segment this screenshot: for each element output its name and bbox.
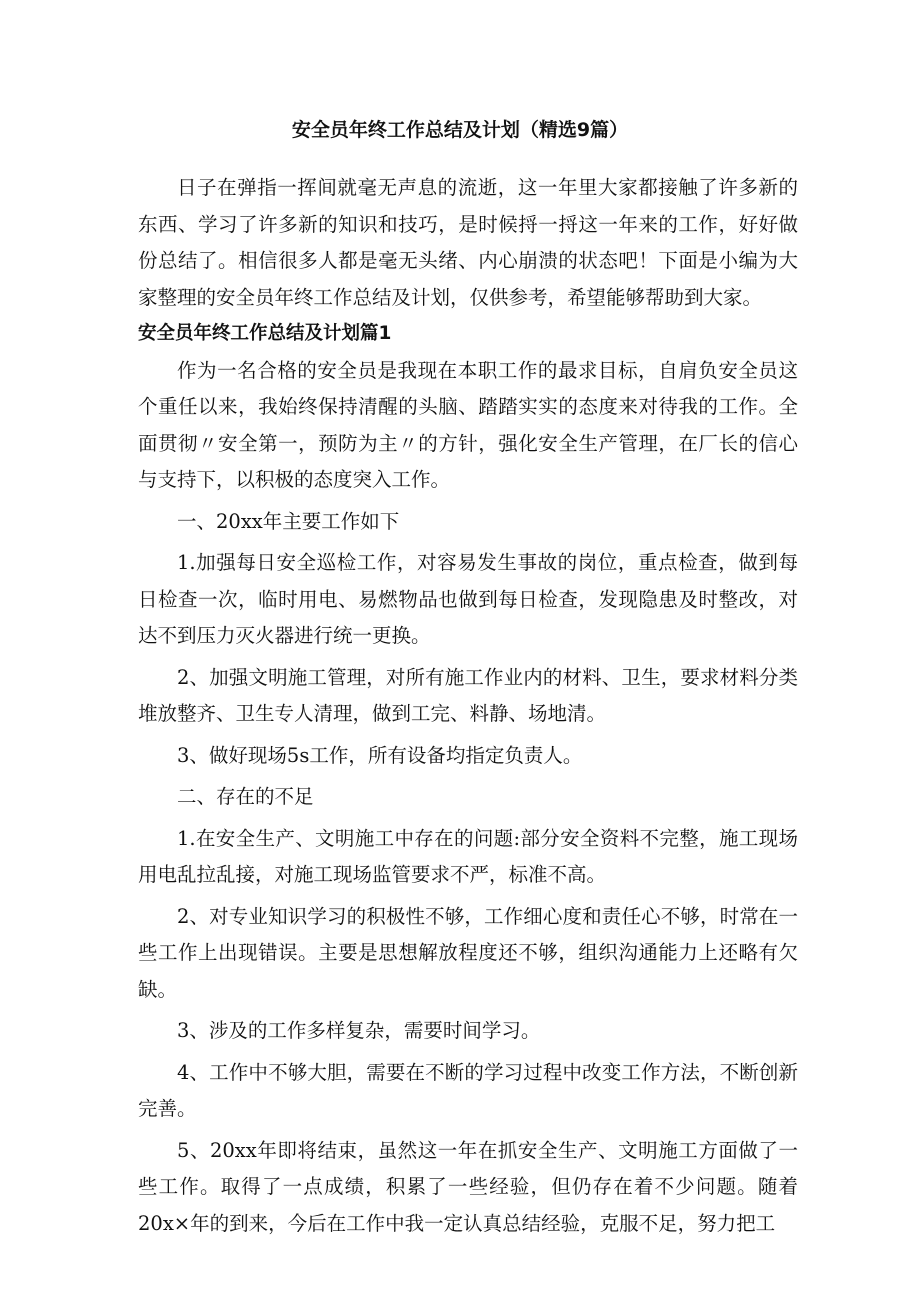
intro-paragraph: 日子在弹指一挥间就毫无声息的流逝，这一年里大家都接触了许多新的东西、学习了许多新的知识和技巧，是时候捋一捋这一年来的工作，好好做份总结了。相信很多人都是毫无头绪、内心崩溃的状态吧！下面是小编为大家整理的安全员年终工作总结及计划，仅供参考，希望能够帮助到大家。 bbox=[138, 176, 798, 309]
list-item: 4、工作中不够大胆，需要在不断的学习过程中改变工作方法，不断创新完善。 bbox=[138, 1060, 798, 1120]
list-item: 1.在安全生产、文明施工中存在的问题:部分安全资料不完整，施工现场用电乱拉乱接，对施工现场监管要求不严，标准不高。 bbox=[138, 826, 798, 886]
list-item: 5、20xx年即将结束，虽然这一年在抓安全生产、文明施工方面做了一些工作。取得了一点成绩，积累了一些经验，但仍存在着不少问题。随着20x×年的到来，今后在工作中我一定认真总结经验，克服不足，努力把工 bbox=[138, 1138, 798, 1235]
document-body bbox=[138, 170, 798, 1242]
part2-heading: 二、存在的不足 bbox=[177, 785, 314, 808]
section-opening-paragraph: 作为一名合格的安全员是我现在本职工作的最求目标，自肩负安全员这个重任以来，我始终保持清醒的头脑、踏踏实实的态度来对待我的工作。全面贯彻〃安全第一，预防为主〃的方针，强化安全生产管理，在厂长的信心与支持下，以积极的态度突入工作。 bbox=[138, 358, 798, 491]
list-item: 2、加强文明施工管理，对所有施工作业内的材料、卫生，要求材料分类堆放整齐、卫生专人清理，做到工完、料静、场地清。 bbox=[138, 665, 798, 725]
part1-heading: 一、20xx年主要工作如下 bbox=[177, 509, 400, 533]
document-title: 安全员年终工作总结及计划（精选9篇） bbox=[291, 119, 629, 141]
section-heading: 安全员年终工作总结及计划篇1 bbox=[138, 323, 392, 344]
list-item: 2、对专业知识学习的积极性不够，工作细心度和责任心不够，时常在一些工作上出现错误。主要是思想解放程度还不够，组织沟通能力上还略有欠缺。 bbox=[138, 904, 798, 1001]
list-item: 3、涉及的工作多样复杂，需要时间学习。 bbox=[177, 1019, 541, 1042]
list-item: 3、做好现场5s工作，所有设备均指定负责人。 bbox=[177, 743, 583, 767]
list-item: 1.加强每日安全巡检工作，对容易发生事故的岗位，重点检查，做到每日检查一次，临时用电、易燃物品也做到每日检查，发现隐患及时整改，对达不到压力灭火器进行统一更换。 bbox=[138, 551, 798, 647]
